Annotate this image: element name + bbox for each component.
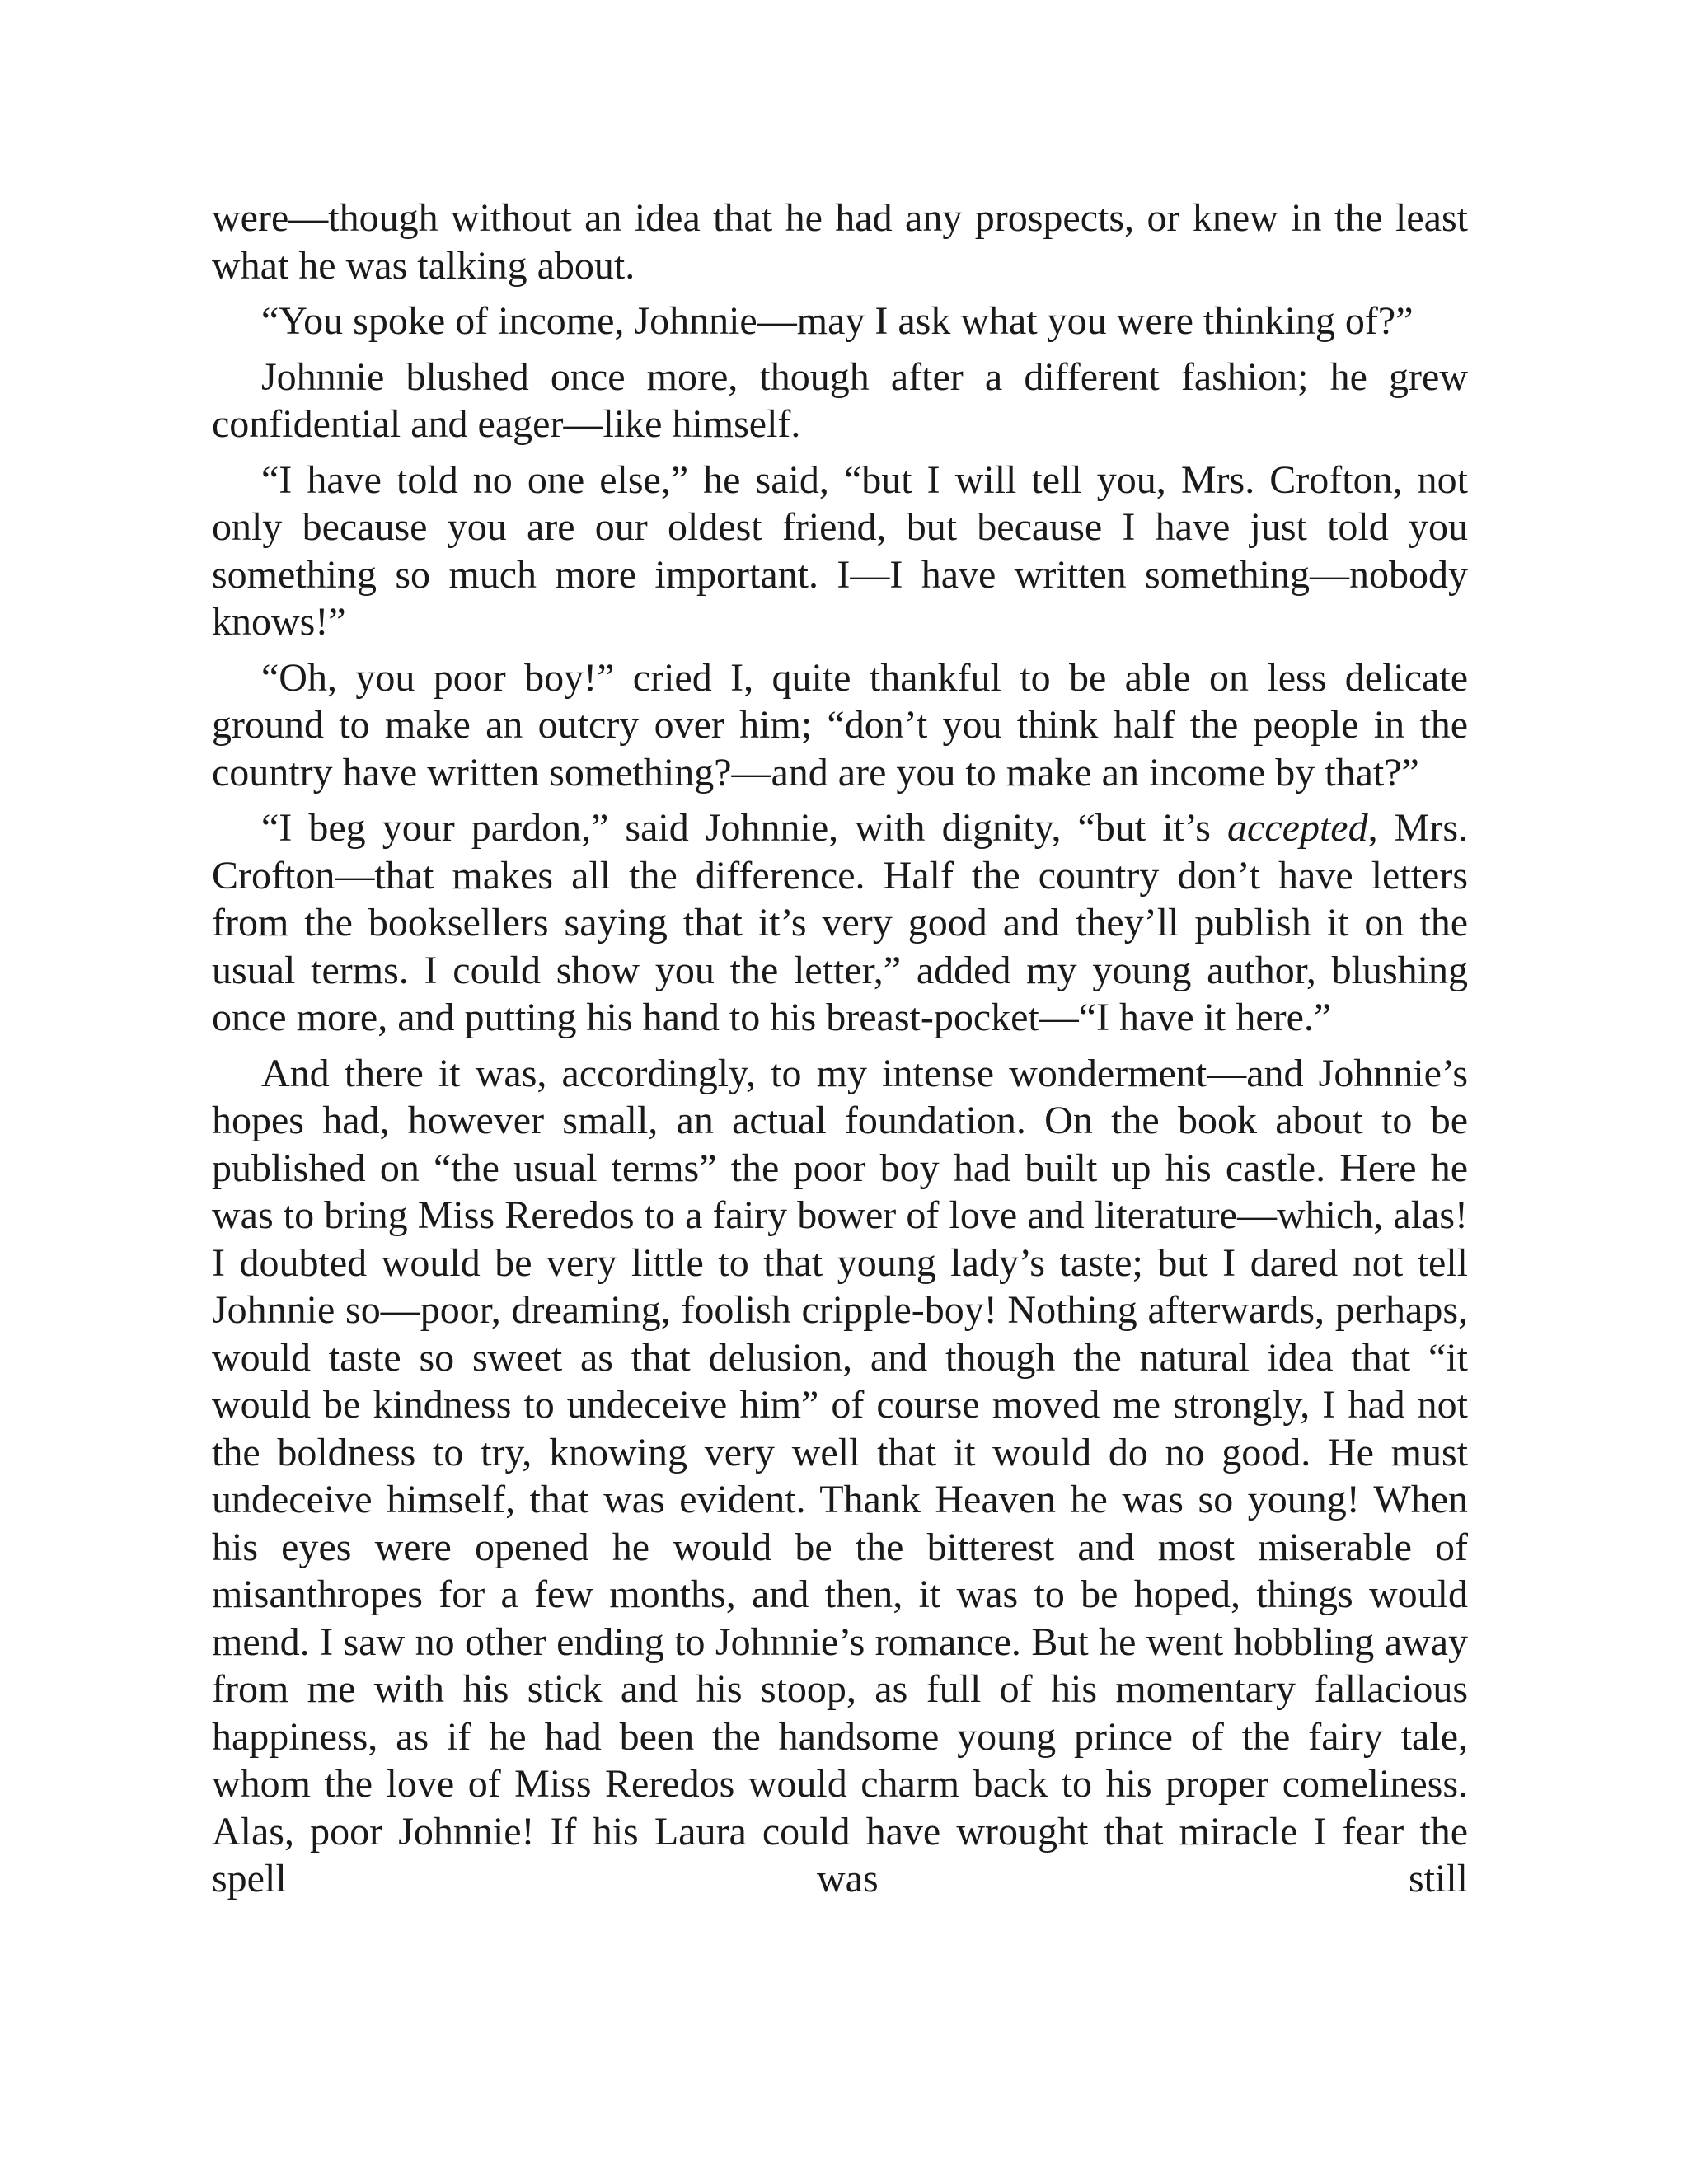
paragraph: “I have told no one else,” he said, “but I will tell you, Mrs. Crofton, not only because you are our oldest friend, but because I have just told you something so much more important. I—I have written something—nobody knows!”: [212, 457, 1468, 644]
paragraph: “You spoke of income, Johnnie—may I ask what you were thinking of?”: [261, 299, 1414, 343]
page-body: [212, 194, 1468, 1911]
italic-emphasis: accepted: [1227, 806, 1368, 850]
paragraph: Johnnie blushed once more, though after a different fashion; he grew confidential and eager—like himself.: [212, 354, 1468, 446]
paragraph-continued: were—though without an idea that he had any prospects, or knew in the least what he was talking about.: [212, 196, 1468, 288]
paragraph: “I beg your pardon,” said Johnnie, with dignity, “but it’s accepted, Mrs. Crofton—that makes all the difference. Half the country don’t have letters from the booksellers saying that it’s very good and they’ll publish it on the usual terms. I could show you the letter,” added my young author, blushing once more, and putting his hand to his breast-pocket—“I have it here.”: [212, 806, 1469, 1039]
paragraph: “Oh, you poor boy!” cried I, quite thankful to be able on less delicate ground to make an outcry over him; “don’t you think half the people in the country have written something?—and are you to make an income by that?”: [212, 655, 1468, 794]
paragraph: And there it was, accordingly, to my intense wonderment—and Johnnie’s hopes had, however small, an actual foundation. On the book about to be published on “the usual terms” the poor boy had built up his castle. Here he was to bring Miss Reredos to a fairy bower of love and literature—which, alas! I doubted would be very little to that young lady’s taste; but I dared not tell Johnnie so—poor, dreaming, foolish cripple-boy! Nothing afterwards, perhaps, would taste so sweet as that delusion, and though the natural idea that “it would be kindness to undeceive him” of course moved me strongly, I had not the boldness to try, knowing very well that it would do no good. He must undeceive himself, that was evident. Thank Heaven he was so young! When his eyes were opened he would be the bitterest and most miserable of misanthropes for a few months, and then, it was to be hoped, things would mend. I saw no other ending to Johnnie’s romance. But he went hobbling away from me with his stick and his stoop, as full of his momentary fallacious happiness, as if he had been the handsome young prince of the fairy tale, whom the love of Miss Reredos would charm back to his proper comeliness. Alas, poor Johnnie! If his Laura could have wrought that miracle I fear the spell was still: [212, 1051, 1468, 1900]
